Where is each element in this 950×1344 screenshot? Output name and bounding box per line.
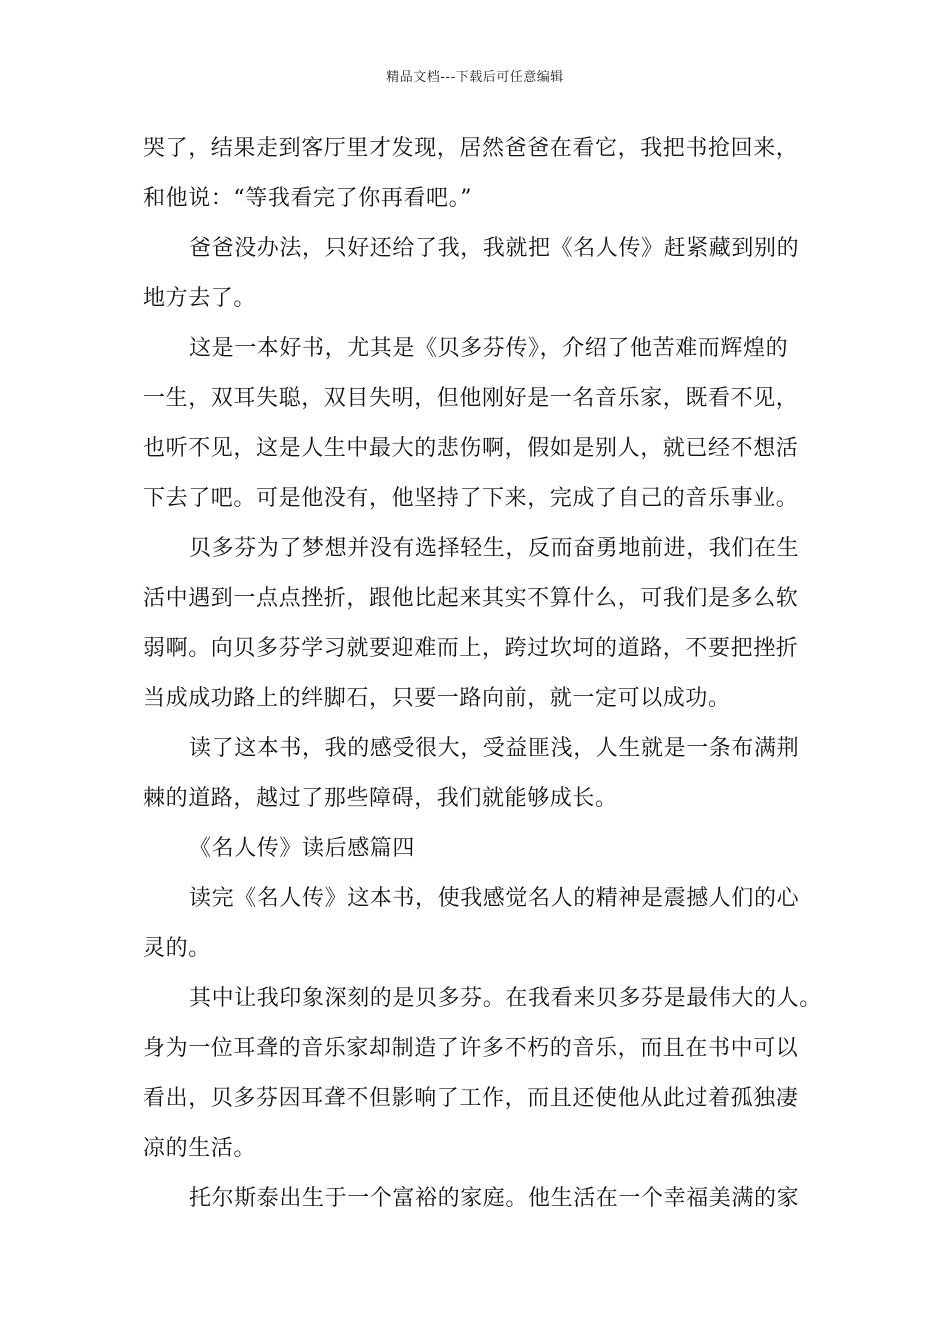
text-line: 身为一位耳聋的音乐家却制造了许多不朽的音乐，而且在书中可以 <box>143 1036 799 1061</box>
text-line: 活中遇到一点点挫折，跟他比起来其实不算什么，可我们是多么软 <box>143 586 799 611</box>
text-line: 看出，贝多芬因耳聋不但影响了工作，而且还使他从此过着孤独凄 <box>143 1086 799 1111</box>
text-line: 贝多芬为了梦想并没有选择轻生，反而奋勇地前进，我们在生 <box>189 536 800 561</box>
body-text <box>143 124 823 1224</box>
text-line: 读完《名人传》这本书，使我感觉名人的精神是震撼人们的心 <box>189 886 800 911</box>
text-line: 哭了，结果走到客厅里才发现，居然爸爸在看它，我把书抢回来， <box>143 136 799 161</box>
text-line: 托尔斯泰出生于一个富裕的家庭。他生活在一个幸福美满的家 <box>189 1186 800 1211</box>
text-line: 当成成功路上的绊脚石，只要一路向前，就一定可以成功。 <box>143 686 731 711</box>
text-line: 棘的道路，越过了那些障碍，我们就能够成长。 <box>143 786 618 811</box>
text-line: 《名人传》读后感篇四 <box>189 836 416 861</box>
text-line: 凉的生活。 <box>143 1136 257 1161</box>
text-line: 爸爸没办法，只好还给了我，我就把《名人传》赶紧藏到别的 <box>189 236 800 261</box>
text-line: 读了这本书，我的感受很大，受益匪浅，人生就是一条布满荆 <box>189 736 800 761</box>
text-line: 也听不见，这是人生中最大的悲伤啊，假如是别人，就已经不想活 <box>143 436 799 461</box>
text-line: 这是一本好书，尤其是《贝多芬传》，介绍了他苦难而辉煌的 <box>189 336 789 361</box>
text-line: 弱啊。向贝多芬学习就要迎难而上，跨过坎坷的道路，不要把挫折 <box>143 636 799 661</box>
text-line: 地方去了。 <box>143 286 257 311</box>
text-line: 下去了吧。可是他没有，他坚持了下来，完成了自己的音乐事业。 <box>143 486 799 511</box>
text-line: 其中让我印象深刻的是贝多芬。在我看来贝多芬是最伟大的人。 <box>189 986 822 1011</box>
text-line: 灵的。 <box>143 936 211 961</box>
text-line: 和他说：“等我看完了你再看吧。” <box>143 186 473 211</box>
page-header: 精品文档---下载后可任意编辑 <box>386 70 564 85</box>
text-line: 一生，双耳失聪，双目失明，但他刚好是一名音乐家，既看不见， <box>143 386 799 411</box>
